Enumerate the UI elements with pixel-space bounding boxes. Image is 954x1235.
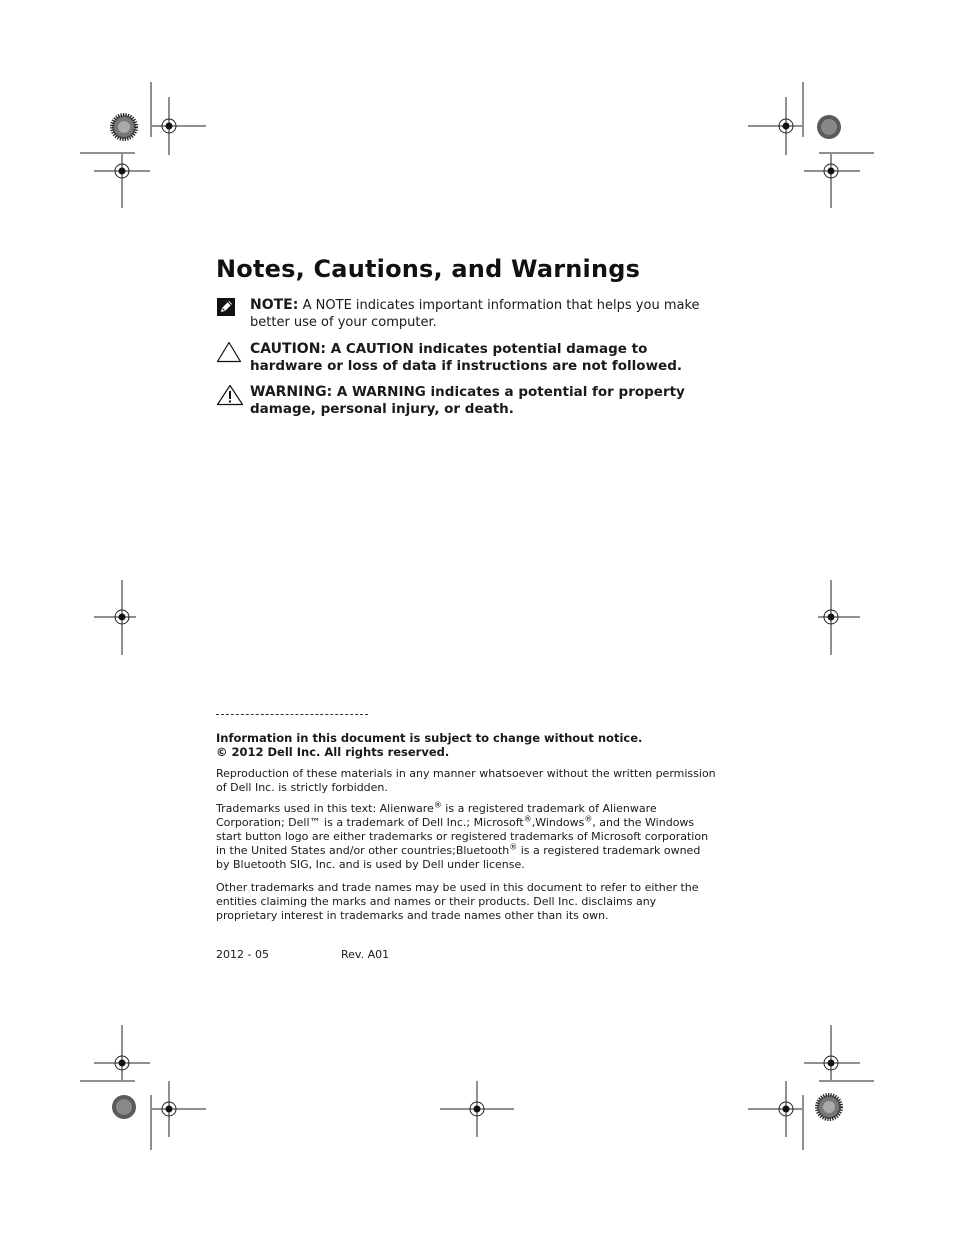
trademarks-text-3: ,Windows: [531, 816, 585, 829]
registered-mark: ®: [509, 842, 518, 852]
warning-label: WARNING:: [250, 384, 333, 400]
pencil-note-icon: [216, 297, 236, 322]
note-block: [216, 297, 706, 331]
warning-triangle-icon: [216, 384, 244, 411]
note-label: NOTE:: [250, 297, 299, 313]
trademarks-text-2: is a registered trademark of Alienware Corporation; Dell™ is a trademark of Dell Inc.; Microsoft: [216, 802, 657, 829]
warning-block: [216, 384, 706, 418]
copyright-line: © 2012 Dell Inc. All rights reserved.: [216, 745, 450, 759]
other-trademarks-notice: Other trademarks and trade names may be used in this document to refer to either the entities claiming the marks and names or their products. Dell Inc. disclaims any proprietary interest in trademarks and trade names other than its own.: [216, 881, 699, 922]
reproduction-notice: Reproduction of these materials in any manner whatsoever without the written permission of Dell Inc. is strictly forbidden.: [216, 767, 716, 794]
revision-label: Rev. A01: [341, 948, 390, 961]
trademarks-text-5: is a registered trademark owned by Bluetooth SIG, Inc. and is used by Dell under license.: [216, 844, 701, 871]
registered-mark: ®: [584, 814, 593, 824]
registered-mark: ®: [523, 814, 532, 824]
trademarks-paragraph: [216, 802, 716, 872]
registered-mark: ®: [433, 800, 442, 810]
page-title: Notes, Cautions, and Warnings: [216, 255, 641, 283]
publication-date: 2012 - 05: [216, 948, 269, 961]
trademarks-text-1: Trademarks used in this text: Alienware: [216, 802, 434, 815]
trademarks-text-4: , and the Windows start button logo are either trademarks or registered trademarks of Microsoft corporation in the United States and/or other countries;Bluetooth: [216, 816, 709, 857]
legal-change-notice: Information in this document is subject to change without notice.: [216, 731, 643, 745]
caution-block: [216, 341, 706, 375]
note-text: A NOTE indicates important information that helps you make better use of your computer.: [250, 298, 700, 330]
caution-label: CAUTION:: [250, 341, 327, 357]
caution-triangle-icon: [216, 341, 242, 368]
caution-text: A CAUTION indicates potential damage to hardware or loss of data if instructions are not followed.: [250, 341, 682, 374]
legal-notice-heading: [216, 731, 716, 759]
warning-text: A WARNING indicates a potential for property damage, personal injury, or death.: [250, 384, 685, 417]
footnote-separator: [216, 714, 368, 715]
